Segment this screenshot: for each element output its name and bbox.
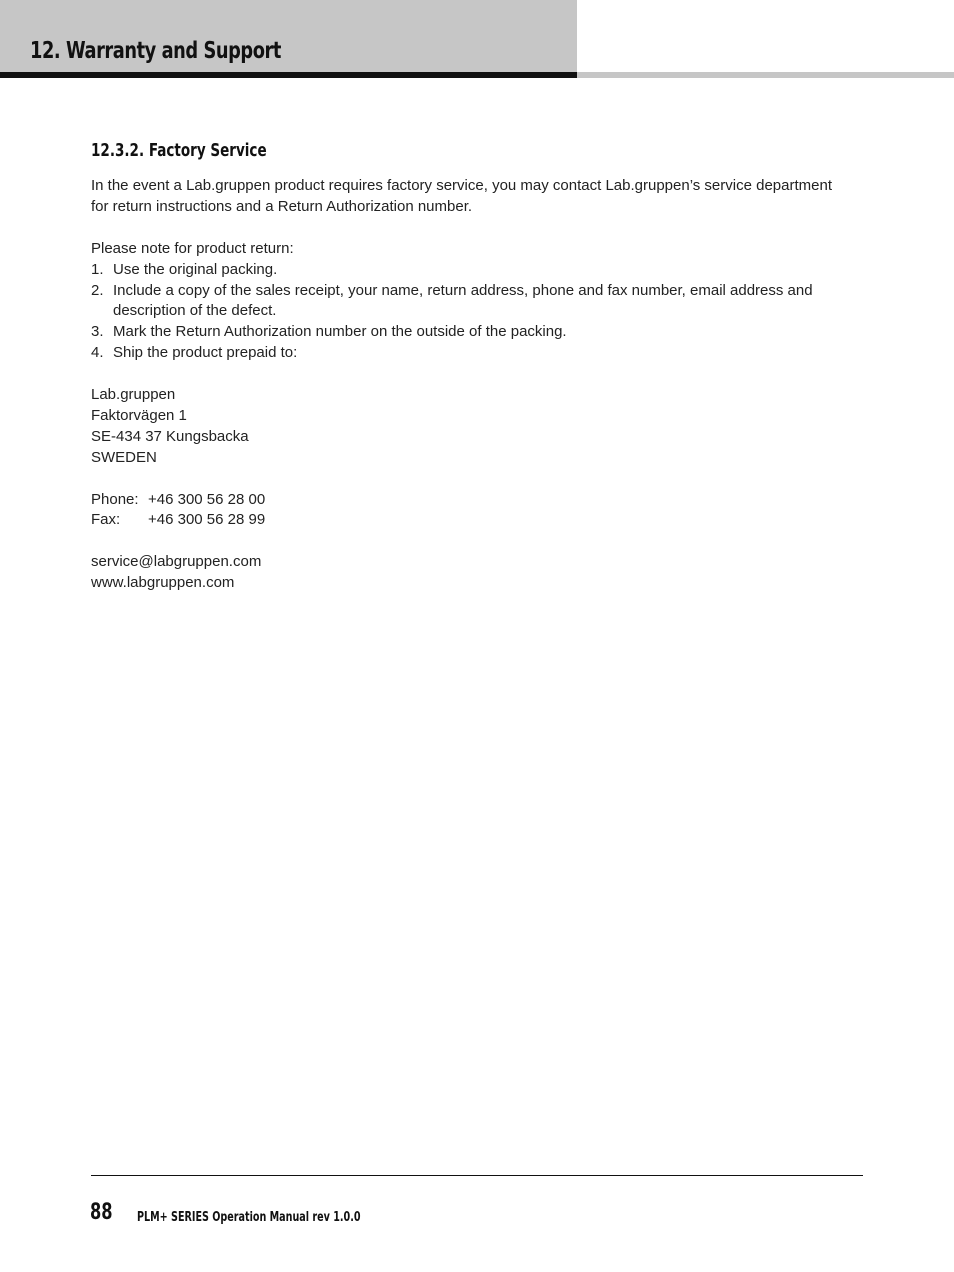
address-company: Lab.gruppen	[91, 386, 176, 404]
address-street: Faktorvägen 1	[91, 406, 187, 424]
phone-value: +46 300 56 28 00	[148, 490, 266, 508]
page-number: 88	[90, 1200, 113, 1225]
step-number: 4.	[91, 344, 104, 362]
contact-block	[91, 490, 861, 532]
service-email: service@labgruppen.com	[91, 553, 262, 571]
step-number: 3.	[91, 323, 104, 341]
header-rule-light	[577, 72, 954, 78]
header-rule-dark	[0, 72, 577, 78]
chapter-title: 12. Warranty and Support	[30, 38, 281, 64]
intro-line-2: for return instructions and a Return Authorization number.	[91, 197, 473, 215]
address-city: SE-434 37 Kungsbacka	[91, 427, 249, 445]
step-number: 2.	[91, 281, 104, 299]
phone-row	[91, 490, 861, 511]
note-lead: Please note for product return:	[91, 239, 294, 257]
page-content	[91, 139, 861, 594]
step-text: Ship the product prepaid to:	[113, 344, 298, 362]
website-url: www.labgruppen.com	[91, 574, 235, 592]
address-country: SWEDEN	[91, 448, 157, 466]
step-text: Use the original packing.	[113, 260, 278, 278]
address-block	[91, 385, 861, 469]
list-item	[91, 281, 861, 323]
step-number: 1.	[91, 260, 104, 278]
manual-title: PLM+ SERIES Operation Manual rev 1.0.0	[137, 1210, 361, 1225]
list-item	[91, 343, 861, 364]
return-steps-list	[91, 260, 861, 365]
list-item	[91, 322, 861, 343]
intro-paragraph	[91, 176, 861, 218]
section-title: 12.3.2. Factory Service	[91, 141, 267, 161]
step-text: Include a copy of the sales receipt, your name, return address, phone and fax number, email address and description of the defect.	[113, 281, 813, 320]
phone-label: Phone:	[91, 490, 139, 508]
list-item	[91, 260, 861, 281]
step-text: Mark the Return Authorization number on the outside of the packing.	[113, 323, 567, 341]
fax-label: Fax:	[91, 511, 121, 529]
fax-value: +46 300 56 28 99	[148, 511, 266, 529]
intro-line-1: In the event a Lab.gruppen product requires factory service, you may contact Lab.gruppen’s service department	[91, 177, 832, 194]
fax-row	[91, 510, 861, 531]
footer-rule	[91, 1175, 863, 1176]
